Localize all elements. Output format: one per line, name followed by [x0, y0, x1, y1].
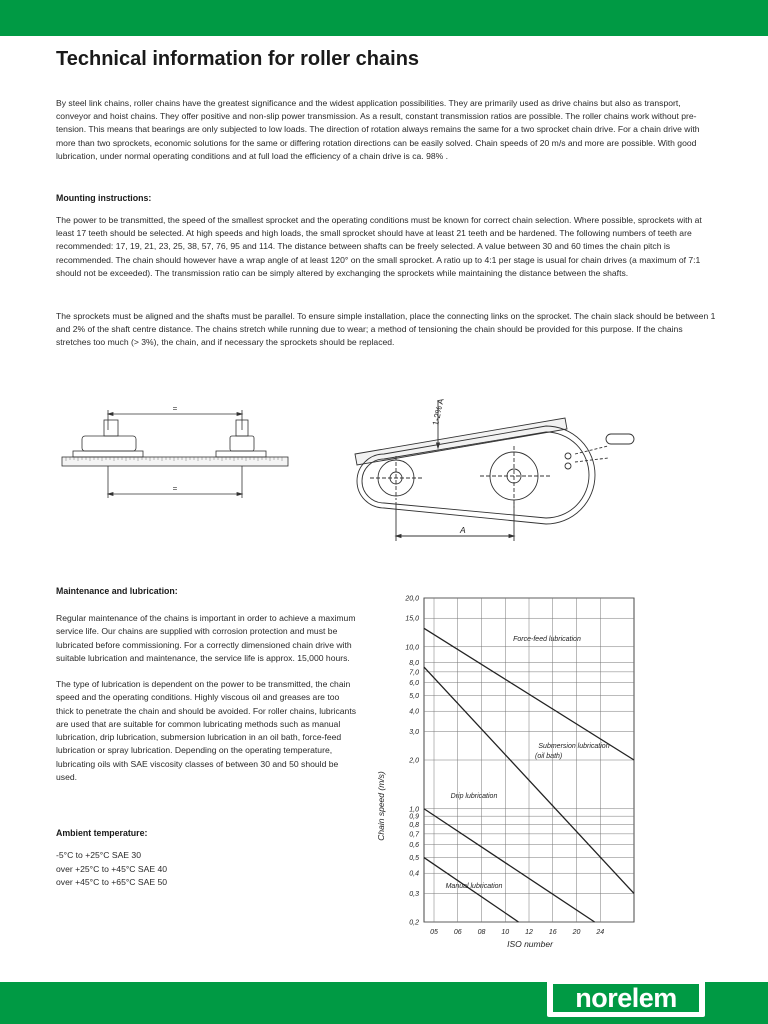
y-tick-label: 0,5: [409, 855, 419, 863]
mounting-paragraph-2: The sprockets must be aligned and the shafts must be parallel. To ensure simple installation, place the connecting links on the sprocket. The chain slack should be between 1 and 2% of the shaft centre distance. The chains stretch while running due to wear; a method of tensioning the chain should be provided for this purpose. If the chains stretches too much (> 3%), the chain, and if necessary the sprockets should be replaced.: [56, 311, 716, 348]
top-brand-bar: [0, 0, 768, 36]
ambient-row: over +25°C to +45°C SAE 40: [56, 863, 168, 874]
y-tick-label: 3,0: [409, 728, 419, 736]
slack-label: 1-2% A: [430, 397, 446, 427]
y-tick-label: 2,0: [409, 757, 419, 765]
y-tick-label: 0,4: [409, 870, 419, 878]
lubrication-chart: [360, 588, 660, 956]
x-tick-label: 16: [548, 929, 557, 936]
y-tick-label: 0,6: [409, 842, 419, 850]
x-tick-label: 10: [501, 929, 510, 936]
intro-paragraph: By steel link chains, roller chains have the greatest significance and the widest application possibilities. They are primarily used as drive chains but also as transport, conveyor and hoist chains. They offer positive and non-slip power transmission. As a result, constant transmission ratios are possible. The roller chains work without pre-tension. This means that bearings are only subjected to low loads. The direction of rotation always remains the same for a two sprocket chain drive. For a chain drive with more than two sprockets, economic solutions for the same or differing rotation directions can be easily solved. Chain speeds of 20 m/s and more are possible. With good lubrication, under normal operating conditions and at full load the efficiency of a chain drive is ca. 98% .: [56, 98, 700, 161]
mounting-paragraph-1: The power to be transmitted, the speed of the smallest sprocket and the operating conditions must be known for correct chain selection. Where possible, sprockets with at least 17 teeth should be selected. At high speeds and high loads, the small sprocket should have at least 21 teeth and be hardened. The following numbers of teeth are recommended: 17, 19, 21, 23, 25, 38, 57, 76, 95 and 114. The distance between shafts can be freely selected. A value between 30 and 60 times the chain pitch is recommended. The chain should however have a wrap angle of at least 120° on the small sprocket. A ratio up to 4:1 per stage is usual for chain drives (a maximum of 7:1 should not be exceeded). The transmission ratio can be simply altered by exchanging the sprockets while maintaining the distance between the shafts.: [56, 215, 702, 278]
annotation-force-feed: Force-feed lubrication: [513, 636, 581, 643]
norelem-logo: [547, 979, 705, 1017]
y-tick-label: 0,3: [409, 890, 419, 898]
logo-text: norelem: [553, 984, 699, 1012]
annotation-submersion: Submersion lubrication: [538, 743, 610, 750]
x-tick-label: 05: [430, 929, 438, 936]
y-tick-label: 15,0: [405, 615, 419, 623]
distance-label: A: [460, 525, 466, 535]
series-line: [424, 809, 595, 922]
maintenance-paragraph-1: Regular maintenance of the chains is important in order to achieve a maximum service life. Our chains are supplied with corrosion protection and must be lubricated before commissioning. For a correctly dimensioned chain drive with suitable lubrication and maintenance, the service life is approx. 15,000 hours.: [56, 613, 356, 663]
annotation-manual: Manual lubrication: [445, 883, 503, 890]
x-tick-label: 12: [525, 929, 533, 936]
shaft-alignment-diagram: [58, 398, 292, 504]
y-tick-label: 10,0: [405, 644, 419, 652]
series-line: [424, 858, 519, 922]
ambient-heading: Ambient temperature:: [56, 828, 148, 838]
chart-x-label: ISO number: [507, 939, 553, 949]
y-tick-label: 20,0: [405, 595, 419, 603]
y-tick-label: 4,0: [409, 708, 419, 716]
maintenance-heading: Maintenance and lubrication:: [56, 586, 178, 596]
mounting-heading: Mounting instructions:: [56, 193, 152, 203]
equal-mark-bottom: =: [172, 484, 178, 493]
y-tick-label: 0,2: [409, 919, 419, 927]
y-tick-label: 8,0: [409, 659, 419, 667]
chain-drive-diagram: [350, 396, 650, 544]
ambient-list: [56, 849, 167, 890]
y-tick-label: 1,0: [409, 806, 419, 814]
equal-mark-top: =: [172, 404, 178, 413]
y-tick-label: 0,7: [409, 831, 419, 839]
x-tick-label: 20: [572, 929, 581, 936]
x-tick-label: 06: [453, 929, 462, 936]
y-tick-label: 7,0: [409, 669, 419, 677]
ambient-row: -5°C to +25°C SAE 30: [56, 850, 141, 860]
annotation-oil-bath: (oil bath): [535, 753, 563, 760]
page-title: Technical information for roller chains: [56, 48, 420, 70]
maintenance-paragraph-2: The type of lubrication is dependent on the power to be transmitted, the chain speed and the operating conditions. Highly viscous oil and greases are too thick to penetrate the chain and should be avoided. For roller chains, lubricants are used that are suitable for common lubricating methods such as manual lubrication, drip lubrication, submersion lubrication in an oil bath, force-feed lubrication or spray lubrication. Depending on the operating temperature, lubricating oils with SAE viscosity classes of between 30 and 50 should be used.: [56, 679, 357, 783]
y-tick-label: 5,0: [409, 693, 419, 701]
x-tick-label: 08: [477, 929, 486, 936]
annotation-drip: Drip lubrication: [450, 793, 498, 800]
y-tick-label: 6,0: [409, 680, 419, 688]
ambient-row: over +45°C to +65°C SAE 50: [56, 877, 168, 888]
y-tick-label: 0,8: [409, 821, 419, 829]
chart-y-label: Chain speed (m/s): [376, 771, 386, 841]
x-tick-label: 24: [596, 929, 605, 936]
y-tick-label: 0,9: [409, 813, 419, 821]
